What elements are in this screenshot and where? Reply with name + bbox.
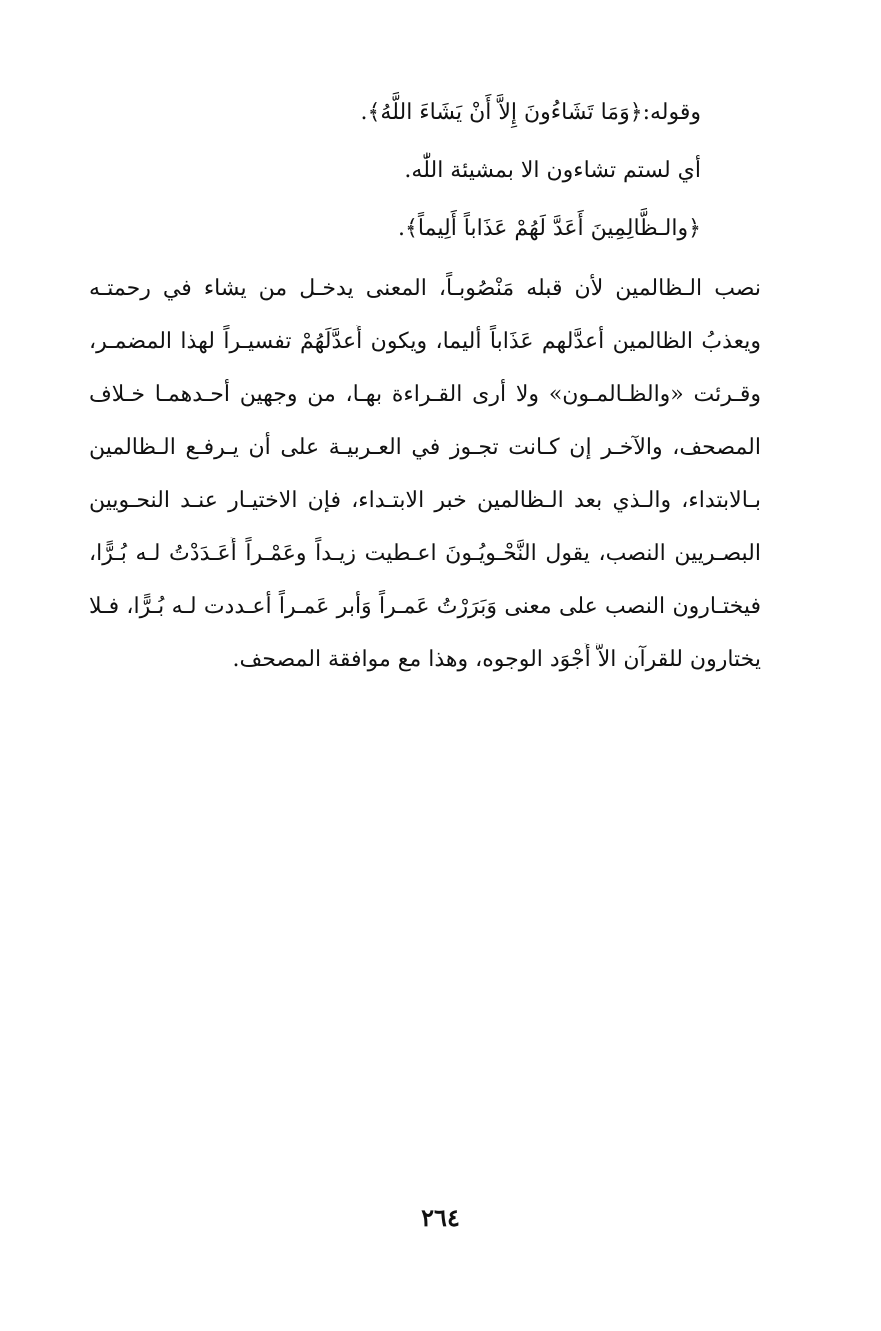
paragraph-line: فيختـارون النصب على معنى وَبَرَرْتُ عَمـراً وَأبر عَمـراً أعـددت لـه بُـرًّا، فـلا bbox=[89, 594, 761, 619]
explanation-line: أي لستم تشاءون الا بمشيئة اللّٰه. bbox=[404, 158, 701, 183]
paragraph-line: ويعذبُ الظالمين أعدَّلهم عَذَاباً أليما، ويكون أَعدَّلَهُمْ تفسيـراً لهذا المضمـر، bbox=[89, 329, 761, 354]
page-number: ٢٦٤ bbox=[421, 1203, 460, 1232]
paragraph-line: نصب الـظالمين لأن قبله مَنْصُوبـاً، المعنى يدخـل من يشاء في رحمتـه bbox=[89, 276, 761, 301]
verse-quote-line-2: ﴿والـظَّالِمِينَ أَعَدَّ لَهُمْ عَذَاباً أَلِيماً﴾. bbox=[398, 216, 701, 241]
paragraph-line: وقـرئت «والظـالمـون» ولا أرى القـراءة بهـا، من وجهين أحـدهمـا خـلاف bbox=[89, 382, 761, 407]
paragraph-line-last: يختارون للقرآن الاَّ أَجْوَد الوجوه، وهذا مع موافقة المصحف. bbox=[232, 647, 761, 672]
verse-quote-line: وقوله:﴿وَمَا تَشَاءُونَ إِلاَّ أَنْ يَشَاءَ اللَّهُ﴾. bbox=[360, 100, 701, 125]
paragraph-line: المصحف، والآخـر إن كـانت تجـوز في العـربيـة على أن يـرفـع الـظالمين bbox=[89, 435, 761, 460]
paragraph-line: بـالابتداء، والـذي بعد الـظالمين خبر الابتـداء، فإن الاختيـار عنـد النحـويين bbox=[89, 488, 761, 513]
paragraph-line: البصـريين النصب، يقول النَّحْـويُـونَ اعـطيت زيـداً وعَمْـراً أَعَـدَدْتُ لـه بُـرًّا، bbox=[89, 541, 761, 566]
